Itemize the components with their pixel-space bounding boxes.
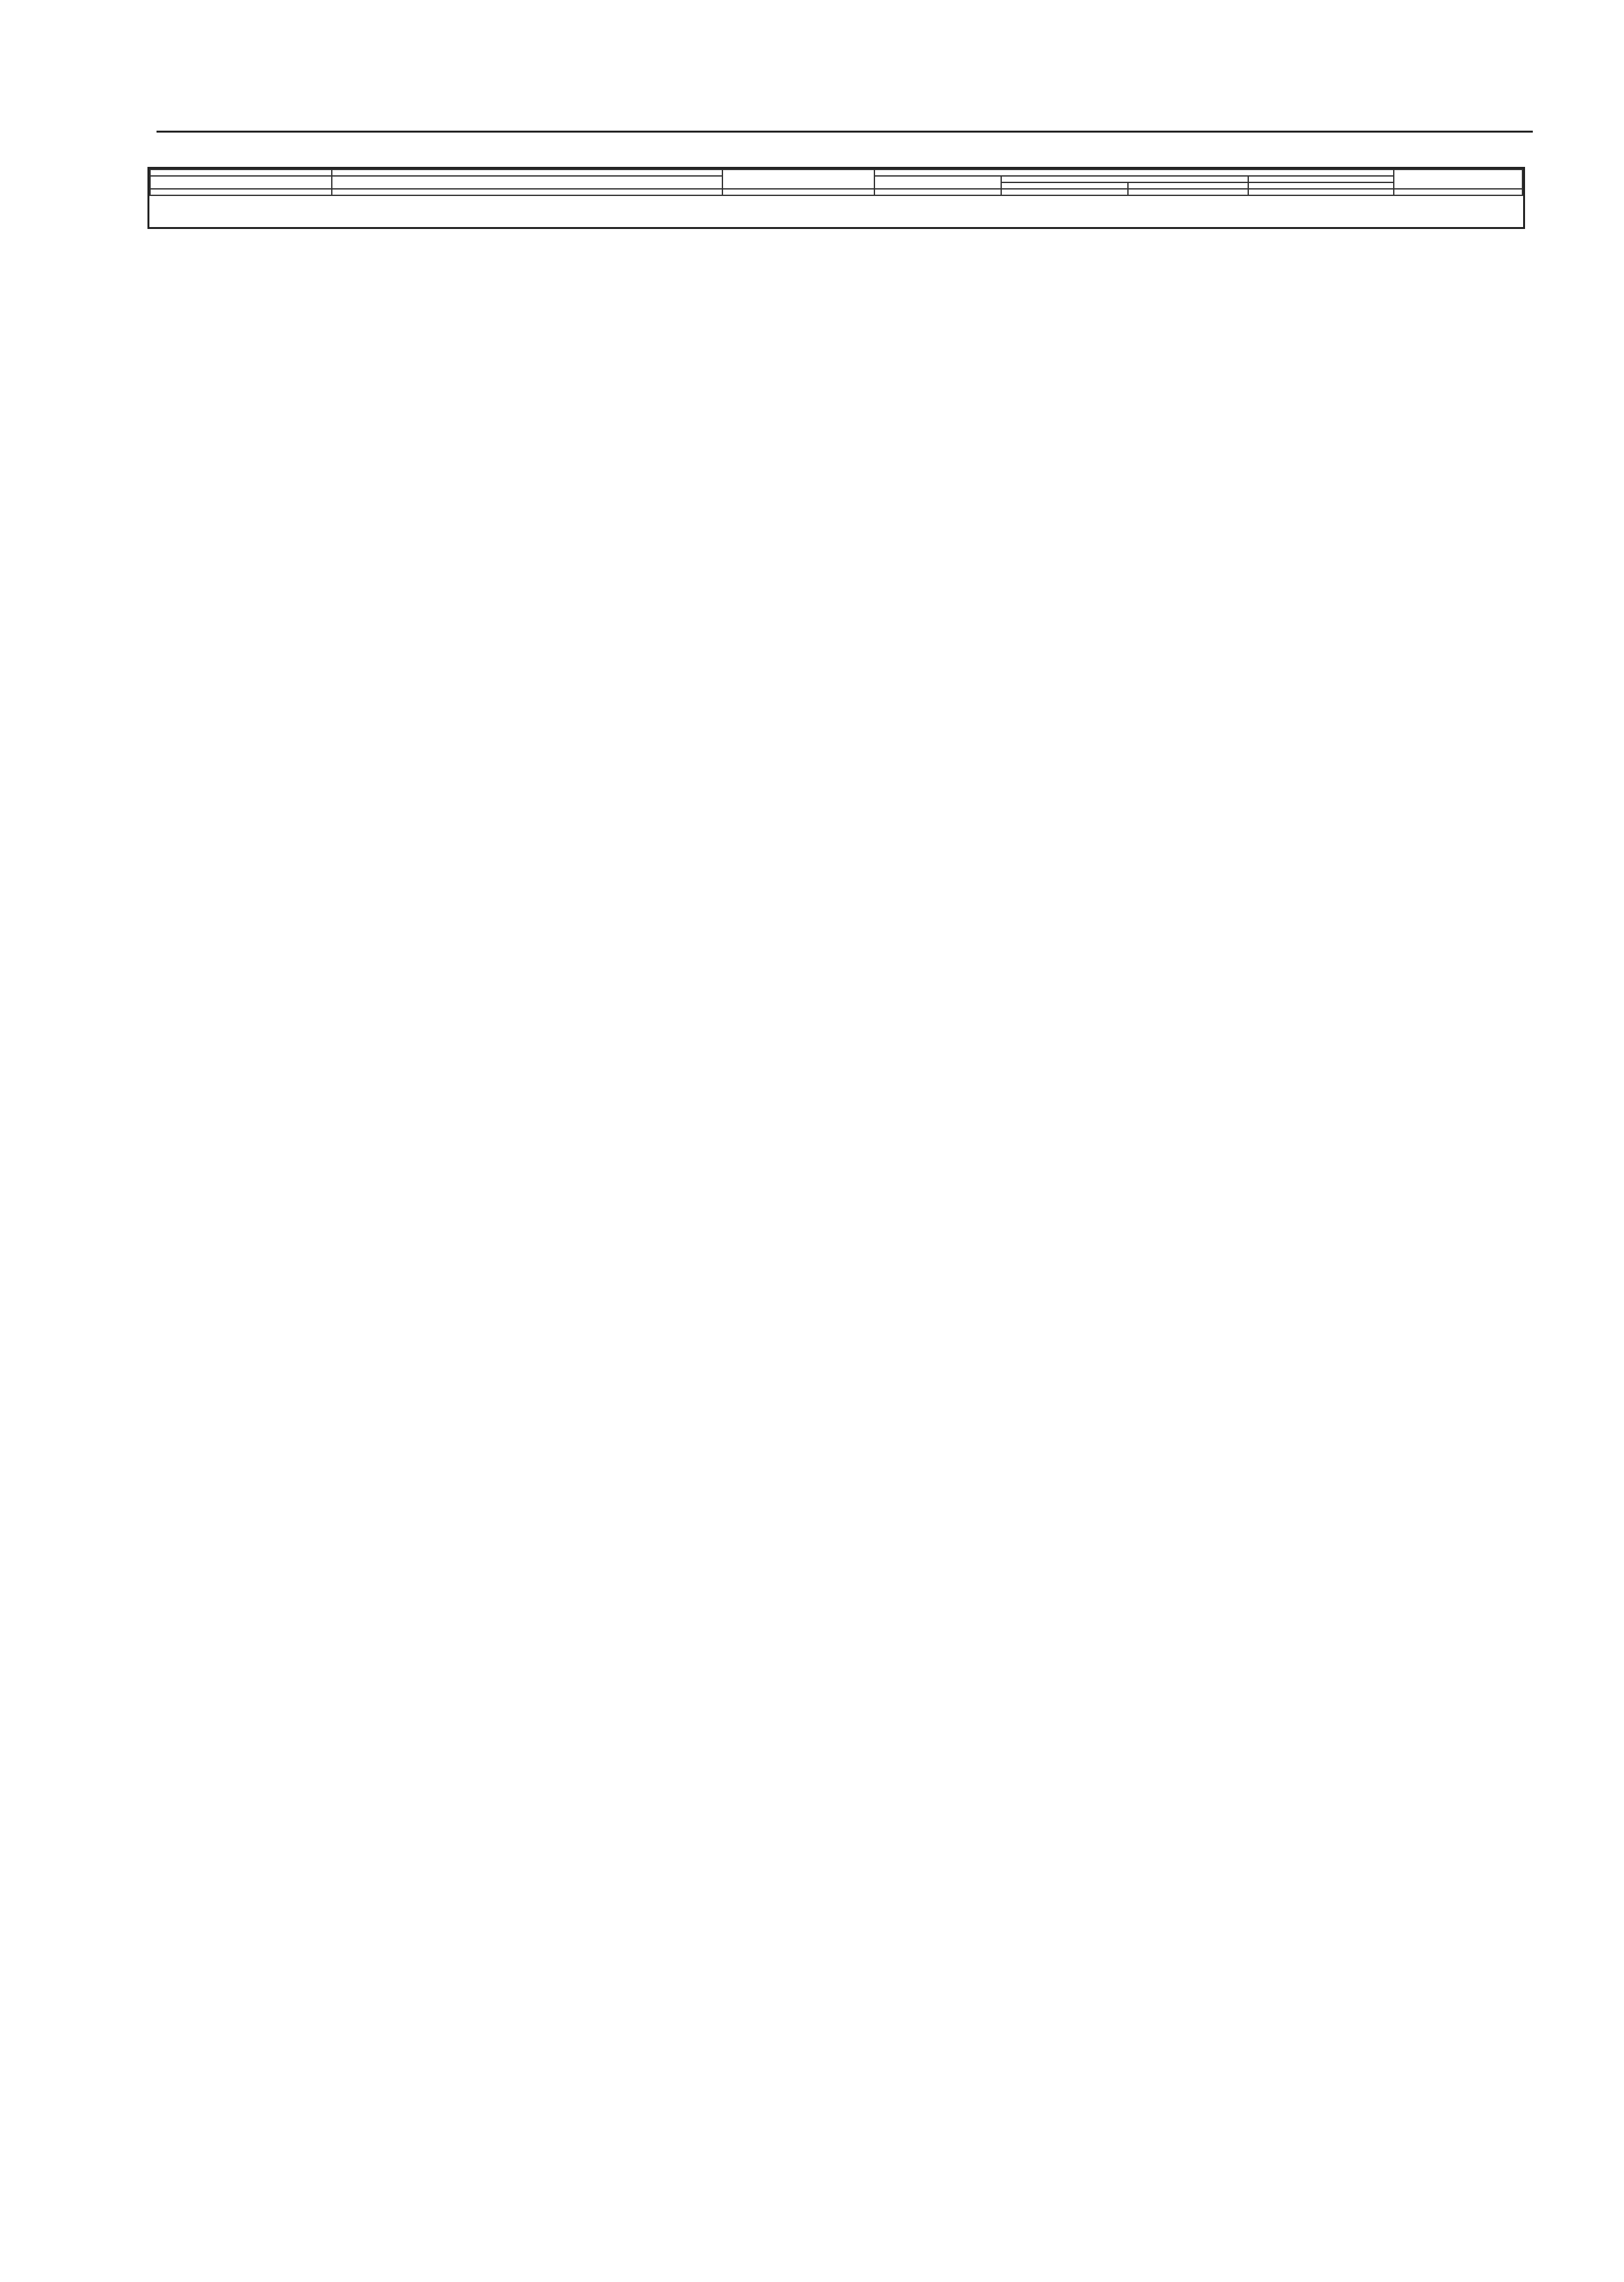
header-codes bbox=[150, 169, 332, 176]
header-name-2 bbox=[332, 176, 722, 189]
header-direct-costs bbox=[722, 169, 874, 189]
section-title bbox=[149, 196, 1523, 227]
header-machines-pay bbox=[1128, 182, 1248, 189]
page-header bbox=[157, 89, 1533, 133]
header-including bbox=[874, 169, 1394, 176]
header-labor bbox=[1394, 169, 1522, 189]
header-codes-2 bbox=[150, 176, 332, 189]
header-machines bbox=[1001, 176, 1248, 182]
header-machines-total bbox=[1001, 182, 1128, 189]
estimate-table bbox=[149, 169, 1523, 196]
section-block bbox=[149, 196, 1523, 227]
estimate-sheet bbox=[147, 167, 1525, 229]
header-materials-use bbox=[1248, 182, 1393, 189]
header-name bbox=[332, 169, 722, 176]
column-numbers-row bbox=[150, 189, 1522, 195]
header-pay bbox=[874, 176, 1001, 189]
header-materials bbox=[1248, 176, 1393, 182]
